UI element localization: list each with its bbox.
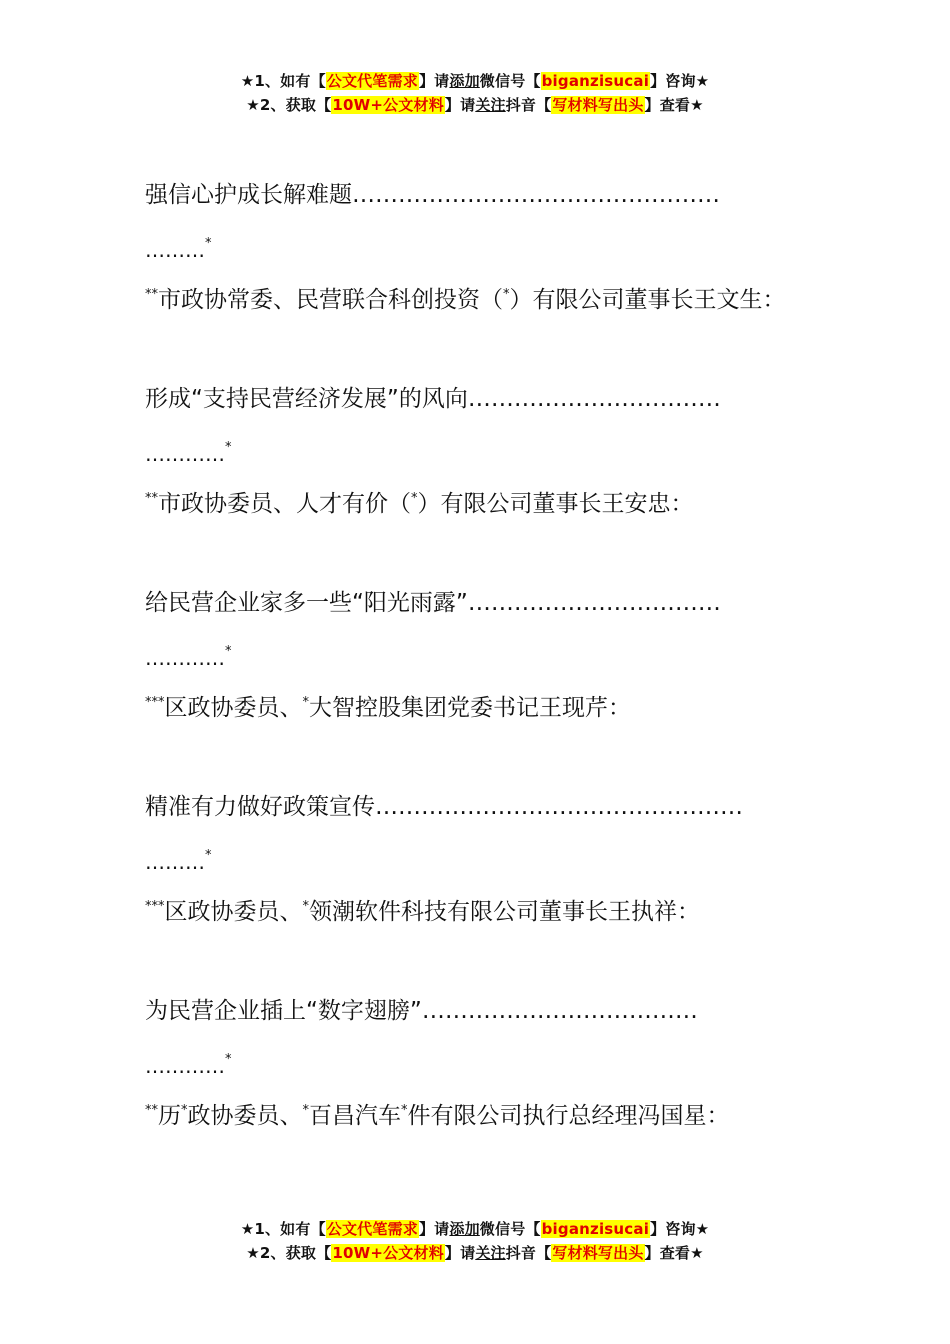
leader-dots: ………… (145, 646, 225, 670)
page-number: * (225, 1052, 232, 1067)
toc-entry-author (145, 678, 815, 733)
redacted-mark: *** (145, 695, 165, 710)
author-text: 大智控股集团党委书记王现芹： (309, 695, 631, 721)
banner-text: 】查看★ (644, 1244, 704, 1262)
leader-dots: ………… (145, 1054, 225, 1078)
toc-entry (145, 170, 815, 374)
toc-entry-author (145, 1086, 815, 1141)
banner-text: 抖音【 (505, 96, 552, 114)
top-banner (0, 69, 950, 117)
banner-highlight: 写材料写出头 (552, 96, 644, 114)
author-text: 百昌汽车 (309, 1103, 401, 1129)
banner-text: ★1、如有【 (240, 1220, 326, 1238)
banner-highlight: 10W+公文材料 (332, 96, 444, 114)
leader-dots: ………… (145, 442, 225, 466)
toc-entry-title[interactable]: 为民营企业插上“数字翅膀”……………………………… (145, 998, 698, 1024)
author-text: 政协委员、 (187, 1103, 303, 1129)
banner-text: 】咨询★ (650, 1220, 710, 1238)
author-text: 市政协常委、民营联合科创投资（ (158, 287, 503, 313)
redacted-mark: * (401, 1103, 408, 1118)
banner-underline: 关注 (475, 96, 506, 114)
banner-highlight: 公文代笔需求 (326, 1220, 418, 1238)
redacted-mark: * (302, 899, 309, 914)
redacted-mark: *** (145, 899, 165, 914)
banner-line-2 (0, 1241, 950, 1265)
banner-highlight: 公文代笔需求 (326, 72, 418, 90)
page-number: * (225, 440, 232, 455)
toc-entry-title[interactable]: 形成“支持民营经济发展”的风向…………………………… (145, 386, 721, 412)
toc-entry-author (145, 270, 815, 325)
banner-text: 】请 (418, 72, 450, 90)
toc-content (145, 170, 815, 1141)
redacted-mark: * (181, 1103, 188, 1118)
banner-highlight: 写材料写出头 (552, 1244, 644, 1262)
banner-highlight: biganzisucai (541, 72, 650, 90)
toc-entry-author (145, 882, 815, 937)
banner-line-1 (0, 69, 950, 93)
toc-entry-leader (145, 832, 815, 882)
spacer (145, 325, 815, 374)
banner-text: 】查看★ (644, 96, 704, 114)
toc-entry (145, 782, 815, 986)
spacer (145, 733, 815, 782)
banner-highlight: biganzisucai (541, 1220, 650, 1238)
redacted-mark: ** (145, 491, 158, 506)
page-number: * (225, 644, 232, 659)
banner-highlight: 10W+公文材料 (332, 1244, 444, 1262)
redacted-mark: ** (145, 287, 158, 302)
leader-dots: ……… (145, 850, 205, 874)
toc-entry-title[interactable]: 给民营企业家多一些“阳光雨露”…………………………… (145, 590, 721, 616)
page-number: * (205, 848, 212, 863)
banner-line-2 (0, 93, 950, 117)
banner-underline: 添加 (449, 1220, 480, 1238)
author-text: 区政协委员、 (164, 899, 303, 925)
author-text: 历 (158, 1103, 181, 1129)
toc-entry-leader (145, 424, 815, 474)
banner-underline: 添加 (449, 72, 480, 90)
banner-text: 】请 (444, 96, 476, 114)
toc-entry-title[interactable]: 精准有力做好政策宣传………………………………………… (145, 794, 743, 820)
author-text: 市政协委员、人才有价（ (158, 491, 411, 517)
banner-text: 】咨询★ (650, 72, 710, 90)
banner-line-1 (0, 1217, 950, 1241)
toc-entry (145, 374, 815, 578)
leader-dots: ……… (145, 238, 205, 262)
redacted-mark: * (302, 695, 309, 710)
author-text: 件有限公司执行总经理冯国星： (407, 1103, 730, 1129)
banner-underline: 关注 (475, 1244, 506, 1262)
redacted-mark: * (503, 287, 510, 302)
spacer (145, 529, 815, 578)
banner-text: ★2、获取【 (246, 1244, 332, 1262)
toc-entry-title[interactable]: 强信心护成长解难题………………………………………… (145, 182, 720, 208)
redacted-mark: * (411, 491, 418, 506)
toc-entry-leader (145, 1036, 815, 1086)
banner-text: 抖音【 (505, 1244, 552, 1262)
author-text: 区政协委员、 (164, 695, 303, 721)
banner-text: 】请 (444, 1244, 476, 1262)
bottom-banner (0, 1217, 950, 1265)
author-text: ）有限公司董事长王文生： (509, 287, 786, 313)
author-text: ）有限公司董事长王安忠： (417, 491, 694, 517)
redacted-mark: * (302, 1103, 309, 1118)
toc-entry-leader (145, 220, 815, 270)
banner-text: 】请 (418, 1220, 450, 1238)
page-number: * (205, 236, 212, 251)
toc-entry-leader (145, 628, 815, 678)
toc-entry (145, 986, 815, 1141)
banner-text: ★1、如有【 (240, 72, 326, 90)
banner-text: ★2、获取【 (246, 96, 332, 114)
author-text: 领潮软件科技有限公司董事长王执祥： (309, 899, 700, 925)
toc-entry-author (145, 474, 815, 529)
banner-text: 微信号【 (479, 1220, 541, 1238)
banner-text: 微信号【 (479, 72, 541, 90)
toc-entry (145, 578, 815, 782)
redacted-mark: ** (145, 1103, 158, 1118)
spacer (145, 937, 815, 986)
